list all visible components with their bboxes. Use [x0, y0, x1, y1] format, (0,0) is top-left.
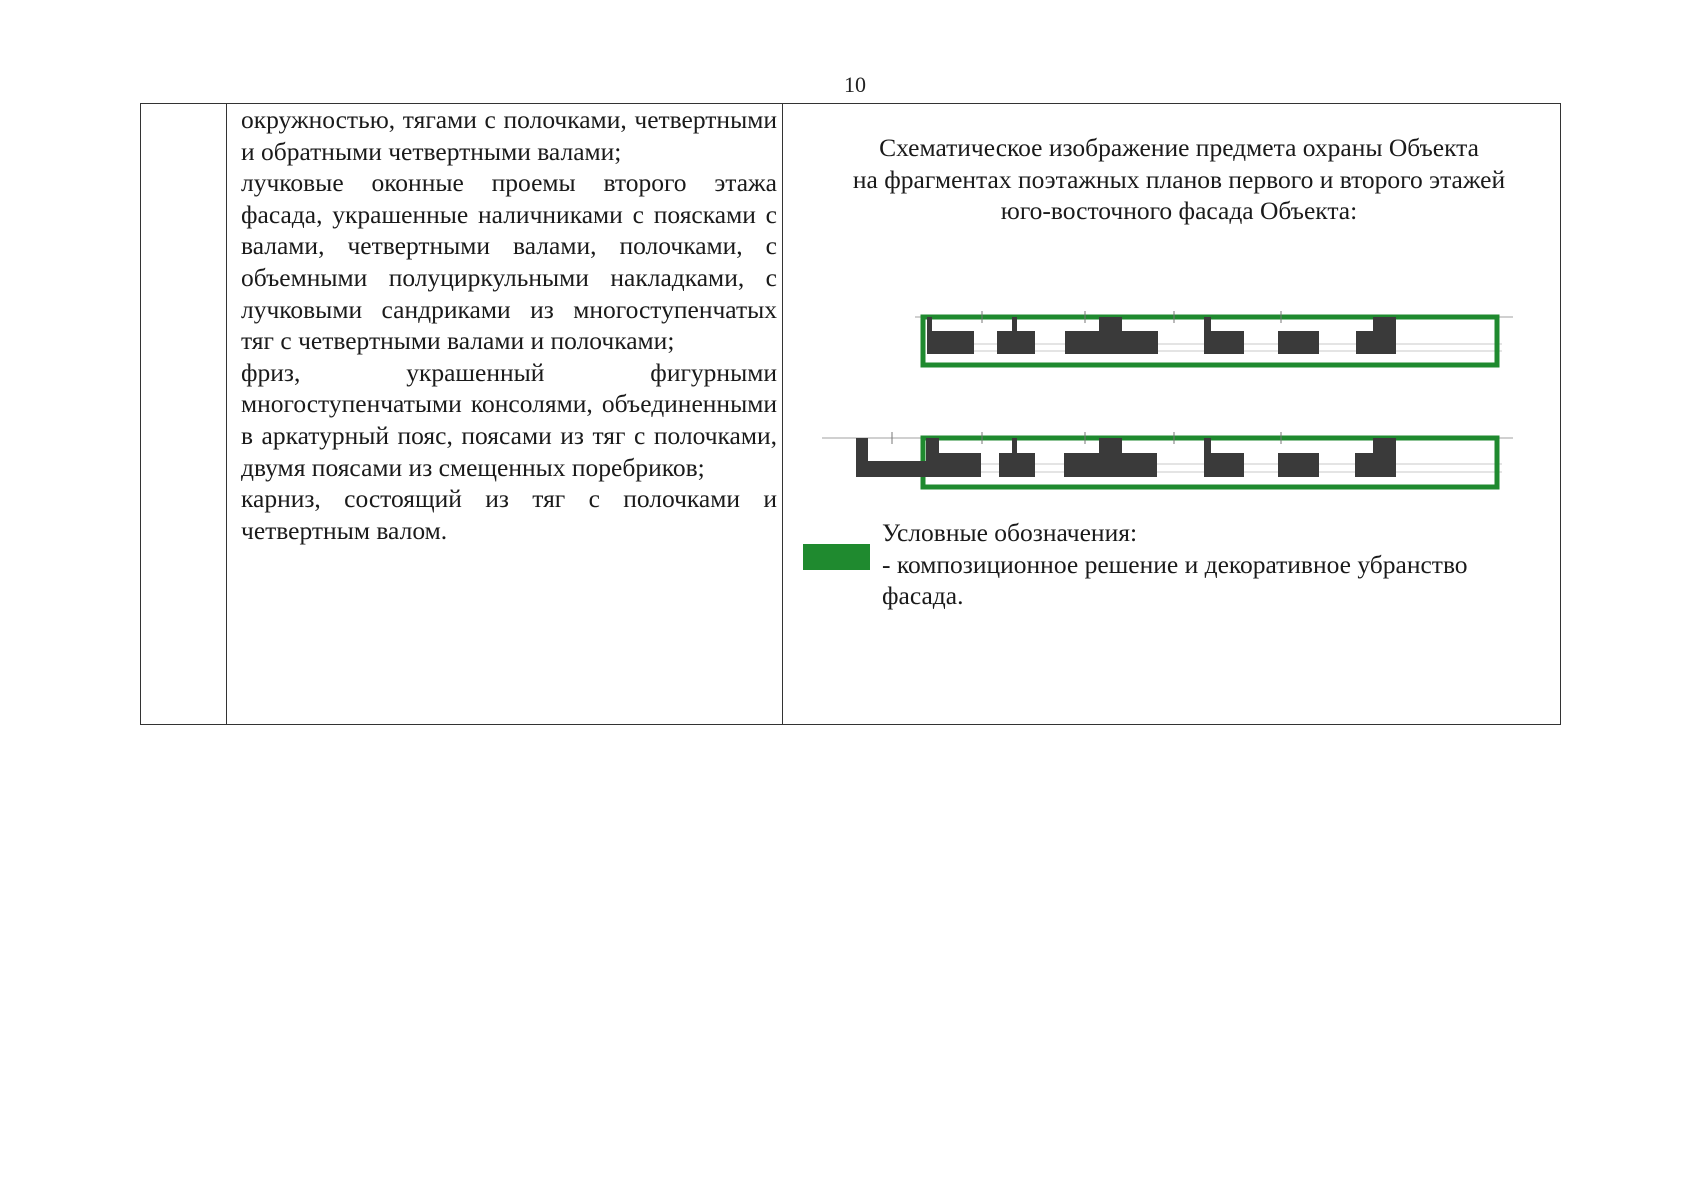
- diagram-title-line: юго-восточного фасада Объекта:: [1000, 196, 1358, 225]
- document-table: [140, 103, 1561, 725]
- schematic-cell: [784, 104, 1560, 724]
- diagram-title-line: Схематическое изображение предмета охраны Объекта: [879, 133, 1479, 162]
- description-paragraph: фриз, украшенный фигурными многоступенчатыми консолями, объединенными в аркатурный пояс, поясами из тяг с полочками, двумя поясами из смещенных поребриков;: [241, 357, 777, 482]
- page-number: 10: [844, 72, 866, 97]
- legend-green-swatch: [803, 544, 870, 570]
- protection-subject-description: [241, 104, 777, 546]
- description-paragraph: окружностью, тягами с полочками, четвертными и обратными четвертными валами;: [241, 105, 777, 166]
- column-divider: [782, 104, 783, 724]
- column-divider: [226, 104, 227, 724]
- description-paragraph: лучковые оконные проемы второго этажа фасада, украшенные наличниками с поясками с валами, четвертными валами, полочками, с объемными полуциркульными накладками, с лучковыми сандриками из многоступенчатых тяг с четвертными валами и полочками;: [241, 168, 777, 356]
- legend-heading: Условные обозначения:: [882, 518, 1138, 547]
- first-floor-plan: [915, 311, 1513, 365]
- second-floor-plan: [822, 432, 1513, 487]
- diagram-title-line: на фрагментах поэтажных планов первого и второго этажей: [852, 164, 1506, 194]
- description-paragraph: карниз, состоящий из тяг с полочками и четвертным валом.: [241, 484, 777, 545]
- floor-plan-fragments: [784, 104, 1560, 724]
- legend-description: - композиционное решение и декоративное убранство фасада.: [882, 550, 1468, 610]
